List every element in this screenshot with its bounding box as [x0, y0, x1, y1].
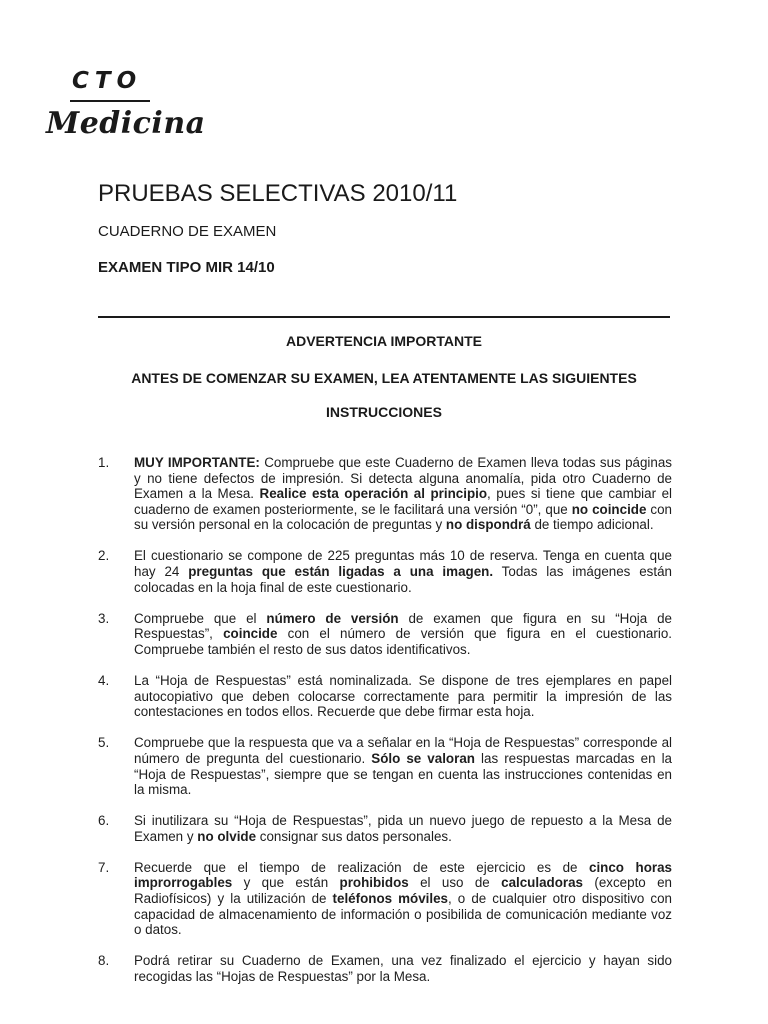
- instruction-number: 7.: [98, 859, 110, 875]
- instruction-text: [134, 813, 672, 844]
- instruction-segment: las respuestas marcadas en la “Hoja de Respuestas”, siempre que se tengan en cuenta las instrucciones contenidas en la misma.: [134, 750, 672, 798]
- instruction-segment: Compruebe que la respuesta que va a señalar en la “Hoja de Respuestas” corresponde al número de pregunta del cuestionario.: [134, 735, 672, 766]
- instruction-text: [134, 860, 672, 937]
- instruction-text: [134, 735, 672, 797]
- warning-line-1: ANTES DE COMENZAR SU EXAMEN, LEA ATENTAMENTE LAS SIGUIENTES: [131, 370, 637, 386]
- instruction-item: [98, 455, 672, 533]
- instruction-segment: con el número de versión que figura en el cuestionario. Compruebe también el resto de sus datos identificativos.: [134, 626, 672, 657]
- instruction-segment: , o de cualquier otro dispositivo con capacidad de almacenamiento de información o posibilida de comunicación mediante voz o datos.: [134, 891, 673, 938]
- instruction-number: 2.: [98, 548, 110, 564]
- instruction-emphasis: no dispondrá: [445, 517, 531, 533]
- instruction-segment: , pues si tiene que cambiar el cuaderno de examen posteriormente, se le facilitará una versión “0”, que: [134, 486, 673, 517]
- instruction-emphasis: no coincide: [571, 501, 647, 517]
- instruction-number: 6.: [98, 813, 110, 829]
- instruction-text: [134, 953, 672, 984]
- instruction-segment: Si inutilizara su “Hoja de Respuestas”, pida un nuevo juego de repuesto a la Mesa de Examen y: [134, 813, 672, 844]
- instruction-text: [134, 611, 672, 657]
- instruction-emphasis: prohibidos: [339, 875, 409, 891]
- instruction-segment: La “Hoja de Respuestas” está nominalizada. Se dispone de tres ejemplares en papel autocopiativo que deben colocarse correctamente para permitir la impresión de las contestaciones en todos ellos. Recuerde que debe firmar esta hoja.: [134, 673, 672, 720]
- instruction-item: [98, 548, 672, 595]
- instruction-text: [134, 548, 672, 594]
- instruction-emphasis: Sólo se valoran: [371, 750, 475, 766]
- instruction-segment: Podrá retirar su Cuaderno de Examen, una vez finalizado el ejercicio y hayan sido recogidas las “Hojas de Respuestas” por la Mesa.: [134, 953, 672, 984]
- instruction-item: [98, 735, 672, 797]
- instruction-number: 8.: [98, 953, 110, 969]
- cto-medicina-logo: [44, 62, 206, 162]
- exam-type-label: EXAMEN TIPO MIR 14/10: [98, 259, 275, 276]
- instruction-number: 3.: [98, 610, 110, 626]
- instruction-segment: el uso de: [408, 875, 502, 891]
- page-subtitle: CUADERNO DE EXAMEN: [98, 223, 277, 240]
- instruction-segment: y que están: [232, 875, 340, 891]
- instruction-item: [98, 673, 672, 720]
- instruction-segment: El cuestionario se compone de 225 preguntas más 10 de reserva. Tenga en cuenta que hay 24: [134, 548, 672, 580]
- instruction-number: 1.: [98, 455, 110, 470]
- instruction-segment: Compruebe que este Cuaderno de Examen lleva todas sus páginas y no tiene defectos de impresión. Si detecta alguna anomalía, pida otro Cuaderno de Examen a la Mesa.: [134, 455, 672, 502]
- instructions-list: [98, 455, 672, 1000]
- instruction-item: [98, 813, 672, 844]
- instruction-emphasis: teléfonos móviles: [332, 891, 449, 907]
- logo-underline: [70, 100, 150, 102]
- instruction-text: [134, 455, 672, 532]
- instruction-emphasis: calculadoras: [501, 875, 583, 891]
- logo-cto-text: CTO: [72, 68, 143, 94]
- page-title: PRUEBAS SELECTIVAS 2010/11: [98, 180, 458, 207]
- instruction-emphasis: cinco horas improrrogables: [134, 859, 672, 891]
- instruction-text: [134, 673, 672, 719]
- instruction-emphasis: Realice esta operación al principio: [259, 486, 488, 502]
- instruction-emphasis: no olvide: [197, 828, 257, 844]
- logo-medicina-text: Medicina: [46, 106, 206, 141]
- warning-line-2: INSTRUCCIONES: [326, 404, 442, 420]
- instruction-segment: consignar sus datos personales.: [256, 828, 452, 844]
- instruction-emphasis: preguntas que están ligadas a una imagen.: [188, 564, 494, 580]
- instruction-segment: con su versión personal en la colocación de preguntas y: [134, 501, 673, 533]
- instruction-item: [98, 953, 672, 984]
- instruction-segment: Compruebe que el: [134, 610, 267, 626]
- instruction-item: [98, 611, 672, 658]
- header-divider: [98, 316, 670, 318]
- instruction-number: 4.: [98, 673, 110, 689]
- instruction-item: [98, 860, 672, 938]
- instruction-emphasis: número de versión: [266, 610, 399, 626]
- instruction-emphasis: coincide: [223, 626, 278, 642]
- instruction-emphasis: MUY IMPORTANTE:: [134, 455, 260, 470]
- instruction-segment: Todas las imágenes están colocadas en la hoja final de este cuestionario.: [134, 564, 672, 595]
- instruction-number: 5.: [98, 735, 110, 751]
- instruction-segment: de examen que figura en su “Hoja de Respuestas”,: [134, 610, 672, 642]
- instruction-segment: (excepto en Radiofísicos) y la utilización de: [134, 875, 672, 907]
- instruction-segment: Recuerde que el tiempo de realización de este ejercicio es de: [134, 859, 590, 875]
- instruction-segment: de tiempo adicional.: [530, 517, 654, 533]
- warning-title: ADVERTENCIA IMPORTANTE: [286, 333, 482, 349]
